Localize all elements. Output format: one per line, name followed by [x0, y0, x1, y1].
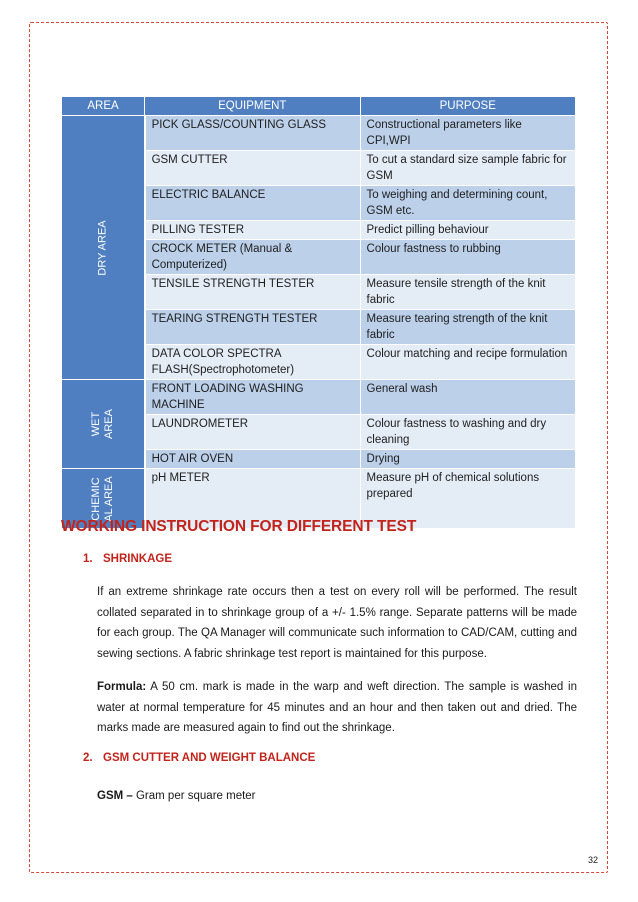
area-cell-wet	[62, 380, 145, 469]
area-label-wet-2: AREA	[102, 409, 115, 439]
purpose-cell: Measure tearing strength of the knit fabric	[360, 310, 575, 345]
header-equipment: EQUIPMENT	[145, 97, 360, 116]
equipment-cell: LAUNDROMETER	[145, 415, 360, 450]
equipment-table	[61, 96, 576, 529]
header-area: AREA	[62, 97, 145, 116]
gsm-paragraph	[97, 786, 577, 807]
equipment-cell: TEARING STRENGTH TESTER	[145, 310, 360, 345]
purpose-cell: To cut a standard size sample fabric for GSM	[360, 151, 575, 186]
area-label-chemical-1: CHEMIC	[89, 476, 102, 521]
equipment-cell: PICK GLASS/COUNTING GLASS	[145, 116, 360, 151]
area-label-dry: DRY AREA	[96, 219, 109, 276]
formula-paragraph	[97, 677, 577, 739]
purpose-cell: Drying	[360, 450, 575, 469]
page-number: 32	[587, 855, 598, 865]
header-purpose: PURPOSE	[360, 97, 575, 116]
gsm-label: GSM –	[97, 790, 133, 802]
equipment-cell: DATA COLOR SPECTRA FLASH(Spectrophotometer)	[145, 345, 360, 380]
table-row	[62, 380, 576, 415]
purpose-cell: Measure pH of chemical solutions prepared	[360, 469, 575, 529]
area-cell-dry	[62, 116, 145, 380]
subheading-title: GSM CUTTER AND WEIGHT BALANCE	[103, 752, 316, 764]
subheading-gsm	[83, 752, 315, 764]
shrinkage-paragraph: If an extreme shrinkage rate occurs then a test on every roll will be performed. The result collated separated in to shrinkage group of a +/- 1.5% range. Separate patterns will be made for each group. The QA Manager will communicate such information to CAD/CAM, cutting and sewing sections. A fabric shrinkage test report is maintained for this purpose.	[97, 586, 577, 660]
formula-text: A 50 cm. mark is made in the warp and weft direction. The sample is washed in water at normal temperature for 45 minutes and an hour and then taken out and dried. The marks made are measured again to find out the shrinkage.	[97, 681, 577, 734]
section-heading: WORKING INSTRUCTION FOR DIFFERENT TEST	[61, 518, 417, 535]
purpose-cell: Colour matching and recipe formulation	[360, 345, 575, 380]
table-row	[62, 116, 576, 151]
purpose-cell: Colour fastness to washing and dry cleaning	[360, 415, 575, 450]
purpose-cell: General wash	[360, 380, 575, 415]
subheading-shrinkage	[83, 553, 172, 565]
formula-label: Formula:	[97, 681, 147, 693]
purpose-cell: To weighing and determining count, GSM etc.	[360, 186, 575, 221]
area-label-wet-1: WET	[89, 411, 102, 437]
equipment-cell: FRONT LOADING WASHING MACHINE	[145, 380, 360, 415]
subheading-title: SHRINKAGE	[103, 553, 173, 565]
area-label-chemical-2: AL AREA	[102, 475, 115, 522]
purpose-cell: Colour fastness to rubbing	[360, 240, 575, 275]
table-header-row	[62, 97, 576, 116]
purpose-cell: Measure tensile strength of the knit fabric	[360, 275, 575, 310]
equipment-cell: pH METER	[145, 469, 360, 529]
subheading-number: 2.	[83, 752, 93, 764]
purpose-cell: Predict pilling behaviour	[360, 221, 575, 240]
equipment-cell: PILLING TESTER	[145, 221, 360, 240]
equipment-cell: HOT AIR OVEN	[145, 450, 360, 469]
gsm-text: Gram per square meter	[132, 790, 256, 802]
equipment-cell: TENSILE STRENGTH TESTER	[145, 275, 360, 310]
equipment-cell: GSM CUTTER	[145, 151, 360, 186]
subheading-number: 1.	[83, 553, 93, 565]
equipment-cell: ELECTRIC BALANCE	[145, 186, 360, 221]
purpose-cell: Constructional parameters like CPI,WPI	[360, 116, 575, 151]
equipment-cell: CROCK METER (Manual & Computerized)	[145, 240, 360, 275]
